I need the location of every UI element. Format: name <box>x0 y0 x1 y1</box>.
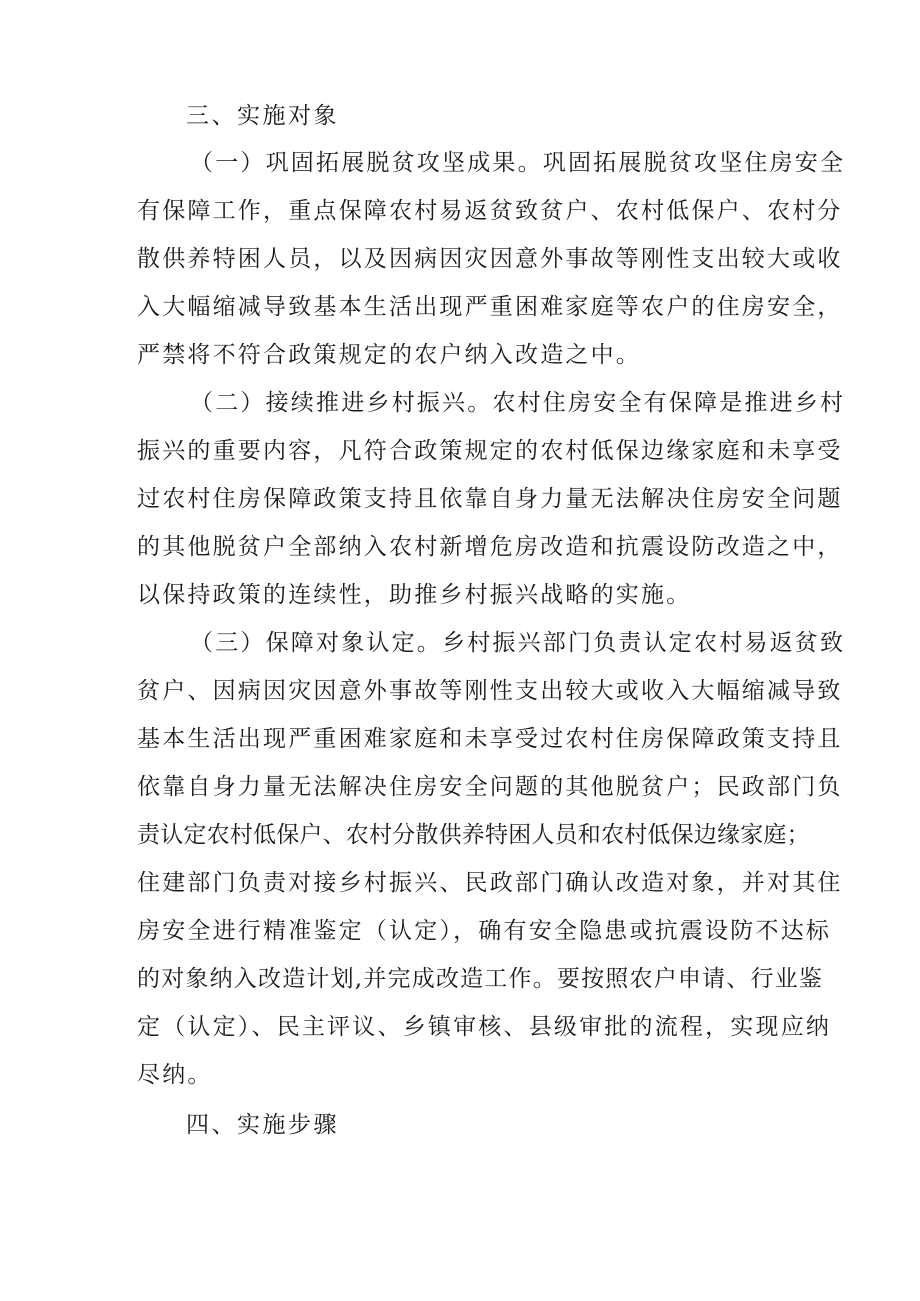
paragraph-3-line-10: 尽纳。 <box>137 1062 213 1088</box>
paragraph-3-line-8: 的对象纳入改造计划,并完成改造工作。要按照农户申请、行业鉴 <box>137 966 824 992</box>
paragraph-2-line-3: 过农村住房保障政策支持且依靠自身力量无法解决住房安全问题 <box>137 486 843 512</box>
paragraph-1-line-3: 散供养特困人员，以及因病因灾因意外事故等刚性支出较大或收 <box>137 246 843 272</box>
paragraph-2-line-4: 的其他脱贫户全部纳入农村新增危房改造和抗震设防改造之中， <box>137 534 843 560</box>
paragraph-3-line-5: 责认定农村低保户、农村分散供养特困人员和农村低保边缘家庭； <box>137 822 810 848</box>
paragraph-1-line-1: （一）巩固拓展脱贫攻坚成果。巩固拓展脱贫攻坚住房安全 <box>190 150 846 176</box>
paragraph-2-line-5: 以保持政策的连续性，助推乡村振兴战略的实施。 <box>137 582 692 608</box>
paragraph-3-line-3: 基本生活出现严重困难家庭和未享受过农村住房保障政策支持且 <box>137 726 843 752</box>
paragraph-1-line-2: 有保障工作，重点保障农村易返贫致贫户、农村低保户、农村分 <box>137 198 843 224</box>
paragraph-3-line-4: 依靠自身力量无法解决住房安全问题的其他脱贫户；民政部门负 <box>137 774 843 800</box>
section-heading-3: 三、实施对象 <box>186 103 339 129</box>
paragraph-3-line-1: （三）保障对象认定。乡村振兴部门负责认定农村易返贫致 <box>190 630 846 656</box>
paragraph-1-line-4: 入大幅缩减导致基本生活出现严重困难家庭等农户的住房安全， <box>137 294 843 320</box>
paragraph-3-line-6: 住建部门负责对接乡村振兴、民政部门确认改造对象，并对其住 <box>137 870 843 896</box>
section-heading-4: 四、实施步骤 <box>186 1112 339 1138</box>
paragraph-2-line-2: 振兴的重要内容，凡符合政策规定的农村低保边缘家庭和未享受 <box>137 438 843 464</box>
paragraph-3-line-9: 定（认定）、民主评议、乡镇审核、县级审批的流程，实现应纳 <box>137 1014 832 1040</box>
paragraph-3-line-7: 房安全进行精准鉴定（认定），确有安全隐患或抗震设防不达标 <box>137 918 832 944</box>
paragraph-1-line-5: 严禁将不符合政策规定的农户纳入改造之中。 <box>137 342 641 368</box>
paragraph-3-line-2: 贫户、因病因灾因意外事故等刚性支出较大或收入大幅缩减导致 <box>137 678 843 704</box>
paragraph-2-line-1: （二）接续推进乡村振兴。农村住房安全有保障是推进乡村 <box>190 390 846 416</box>
